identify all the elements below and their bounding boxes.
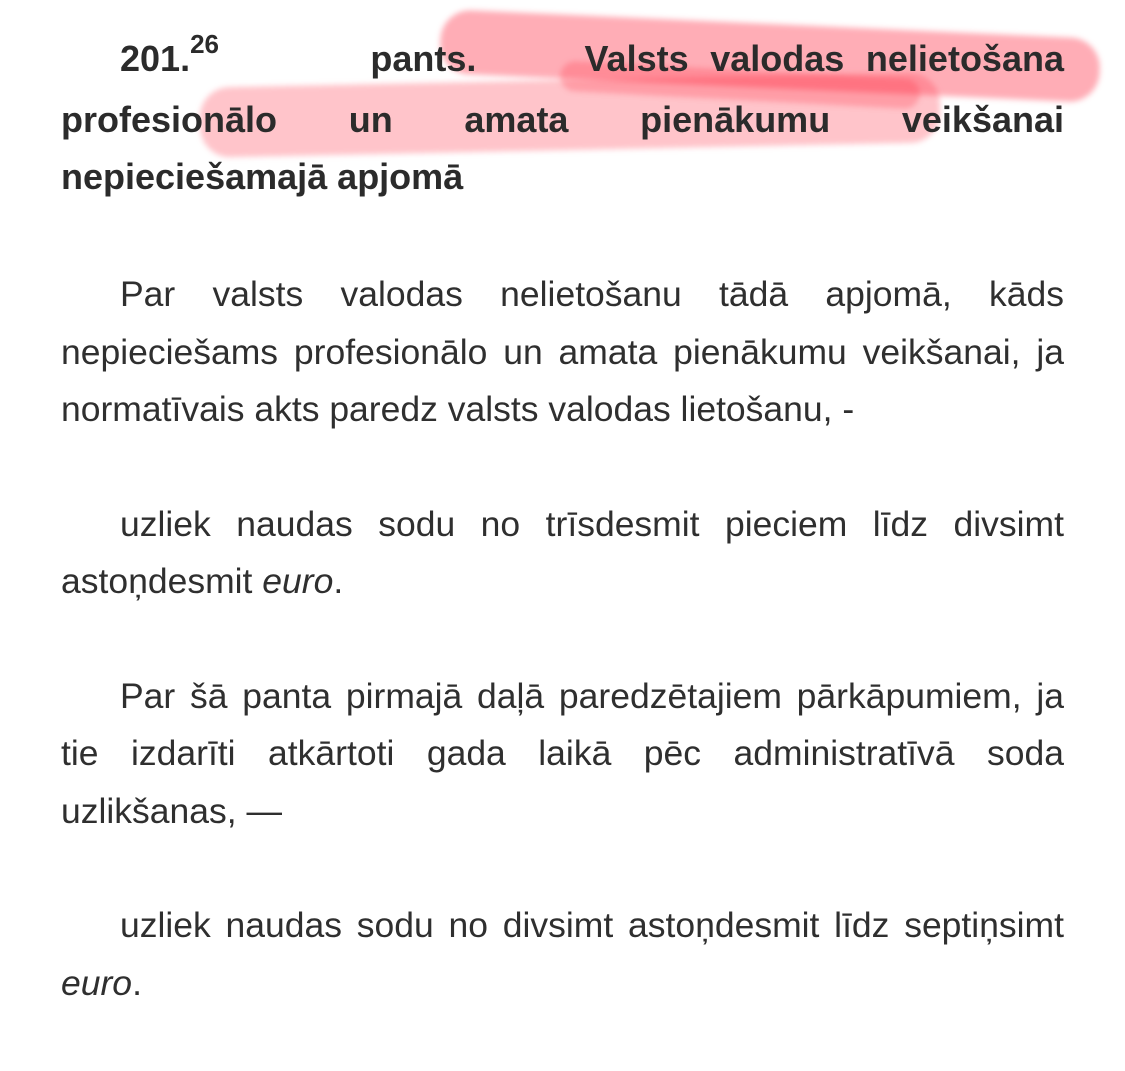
penalty-first-end: .: [333, 561, 344, 601]
paragraph-repeat-offense: Par šā panta pirmajā daļā paredzētajiem pārkāpumiem, ja tie izdarīti atkārtoti gada laikā pēc administratīvā soda uzlikšanas, —: [61, 675, 1064, 831]
paragraph-penalty-repeat: [61, 897, 1064, 1012]
paragraph-offense: Par valsts valodas nelietošanu tādā apjomā, kāds nepieciešams profesionālo un amata pienākumu veikšanai, ja normatīvais akts paredz valsts valodas lietošanu, -: [61, 274, 1064, 429]
article-superscript: 26: [190, 29, 219, 59]
penalty-repeat-end: .: [132, 962, 142, 1003]
article-number: 201.: [120, 38, 191, 79]
penalty-first-text: uzliek naudas sodu no trīsdesmit pieciem līdz divsimt astoņdesmit: [61, 503, 1064, 601]
penalty-repeat-currency: euro: [61, 962, 133, 1003]
penalty-first-currency: euro: [262, 561, 334, 601]
penalty-repeat-text: uzliek naudas sodu no divsimt astoņdesmit līdz septiņsimt: [120, 905, 1064, 945]
paragraph-penalty-first: [61, 496, 1064, 611]
article-heading: [61, 30, 1064, 205]
article-title: Valsts valodas nelietošana profesionālo un amata pienākumu veikšanai nepieciešamajā apjomā: [61, 38, 1064, 197]
article-word: pants.: [370, 38, 477, 79]
document-page: [61, 30, 1064, 1012]
